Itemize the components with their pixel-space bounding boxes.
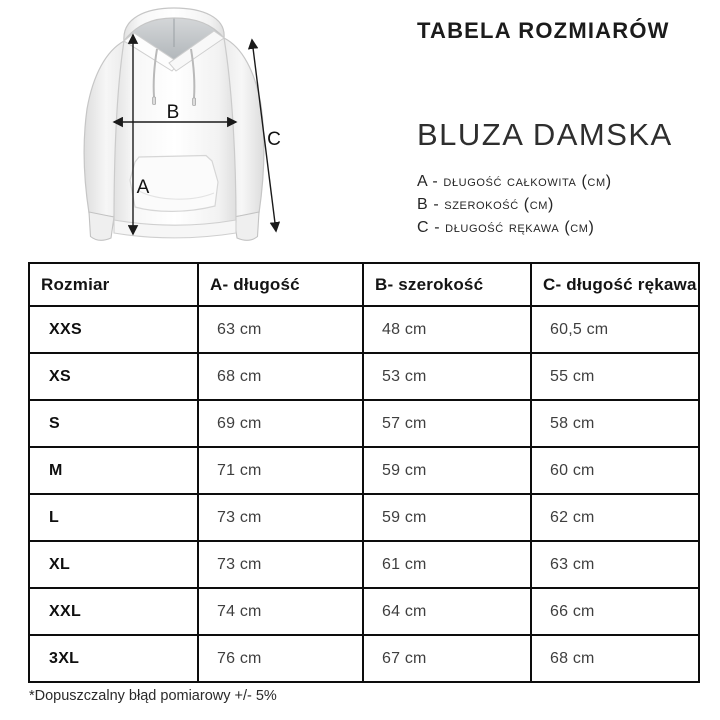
value-cell-c: 55 cm <box>531 353 699 400</box>
size-table <box>28 262 700 683</box>
value-cell-c: 62 cm <box>531 494 699 541</box>
col-header-c: C- długość rękawa <box>531 263 699 306</box>
size-cell: XXS <box>29 306 198 353</box>
col-header-b: B- szerokość <box>363 263 531 306</box>
table-row-xxl <box>29 588 699 635</box>
value-cell-a: 63 cm <box>198 306 363 353</box>
value-cell-b: 59 cm <box>363 447 531 494</box>
value-cell-a: 69 cm <box>198 400 363 447</box>
value-cell-b: 67 cm <box>363 635 531 682</box>
size-cell: L <box>29 494 198 541</box>
value-cell-b: 48 cm <box>363 306 531 353</box>
value-cell-a: 71 cm <box>198 447 363 494</box>
legend-item-b: B - szerokość (cm) <box>417 196 554 213</box>
value-cell-a: 73 cm <box>198 541 363 588</box>
tolerance-footnote: *Dopuszczalny błąd pomiarowy +/- 5% <box>29 688 277 704</box>
label-a: A <box>136 177 150 198</box>
legend-item-a: A - długość całkowita (cm) <box>417 173 612 190</box>
value-cell-a: 74 cm <box>198 588 363 635</box>
page-title: TABELA ROZMIARÓW <box>417 18 670 43</box>
table-header-row <box>29 263 699 306</box>
table-row-l <box>29 494 699 541</box>
value-cell-c: 60 cm <box>531 447 699 494</box>
value-cell-c: 63 cm <box>531 541 699 588</box>
label-c: C <box>267 129 281 150</box>
legend-item-c: C - długość rękawa (cm) <box>417 219 595 236</box>
value-cell-a: 73 cm <box>198 494 363 541</box>
size-cell: XXL <box>29 588 198 635</box>
value-cell-a: 68 cm <box>198 353 363 400</box>
hoodie-illustration <box>60 5 310 250</box>
size-cell: 3XL <box>29 635 198 682</box>
value-cell-b: 57 cm <box>363 400 531 447</box>
value-cell-c: 58 cm <box>531 400 699 447</box>
size-cell: XL <box>29 541 198 588</box>
col-header-rozmiar: Rozmiar <box>29 263 198 306</box>
table-row-3xl <box>29 635 699 682</box>
value-cell-c: 68 cm <box>531 635 699 682</box>
value-cell-b: 53 cm <box>363 353 531 400</box>
value-cell-b: 59 cm <box>363 494 531 541</box>
product-name: BLUZA DAMSKA <box>417 117 673 152</box>
measurement-legend <box>417 170 717 239</box>
value-cell-c: 60,5 cm <box>531 306 699 353</box>
size-cell: M <box>29 447 198 494</box>
table-row-m <box>29 447 699 494</box>
col-header-a: A- długość <box>198 263 363 306</box>
value-cell-a: 76 cm <box>198 635 363 682</box>
value-cell-b: 61 cm <box>363 541 531 588</box>
value-cell-c: 66 cm <box>531 588 699 635</box>
label-b: B <box>166 102 180 123</box>
value-cell-b: 64 cm <box>363 588 531 635</box>
table-row-xl <box>29 541 699 588</box>
table-row-xxs <box>29 306 699 353</box>
size-cell: S <box>29 400 198 447</box>
table-row-s <box>29 400 699 447</box>
size-cell: XS <box>29 353 198 400</box>
table-row-xs <box>29 353 699 400</box>
hoodie-diagram <box>60 5 310 250</box>
